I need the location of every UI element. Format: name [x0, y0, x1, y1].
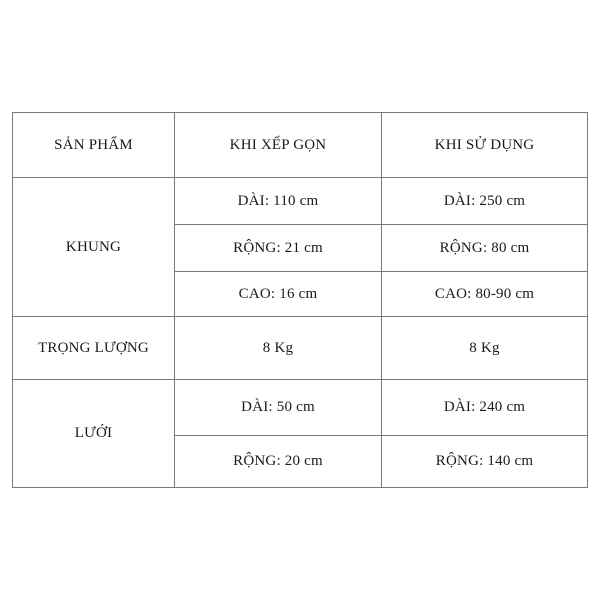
cell-folded: CAO: 16 cm: [175, 272, 382, 317]
group-label-frame: KHUNG: [13, 178, 175, 317]
table-row: [13, 178, 588, 225]
table-row: [13, 317, 588, 380]
header-cell-in-use: KHI SỬ DỤNG: [382, 113, 588, 178]
header-cell-product: SẢN PHẨM: [13, 113, 175, 178]
header-cell-folded: KHI XẾP GỌN: [175, 113, 382, 178]
spec-table: [12, 112, 588, 488]
cell-in-use: RỘNG: 80 cm: [382, 225, 588, 272]
cell-in-use: 8 Kg: [382, 317, 588, 380]
cell-folded: 8 Kg: [175, 317, 382, 380]
cell-folded: RỘNG: 21 cm: [175, 225, 382, 272]
cell-folded: DÀI: 50 cm: [175, 380, 382, 436]
cell-in-use: DÀI: 250 cm: [382, 178, 588, 225]
group-label-weight: TRỌNG LƯỢNG: [13, 317, 175, 380]
cell-in-use: CAO: 80-90 cm: [382, 272, 588, 317]
table-row: [13, 380, 588, 436]
cell-in-use: DÀI: 240 cm: [382, 380, 588, 436]
cell-in-use: RỘNG: 140 cm: [382, 436, 588, 488]
group-label-net: LƯỚI: [13, 380, 175, 488]
cell-folded: RỘNG: 20 cm: [175, 436, 382, 488]
header-row: [13, 113, 588, 178]
cell-folded: DÀI: 110 cm: [175, 178, 382, 225]
